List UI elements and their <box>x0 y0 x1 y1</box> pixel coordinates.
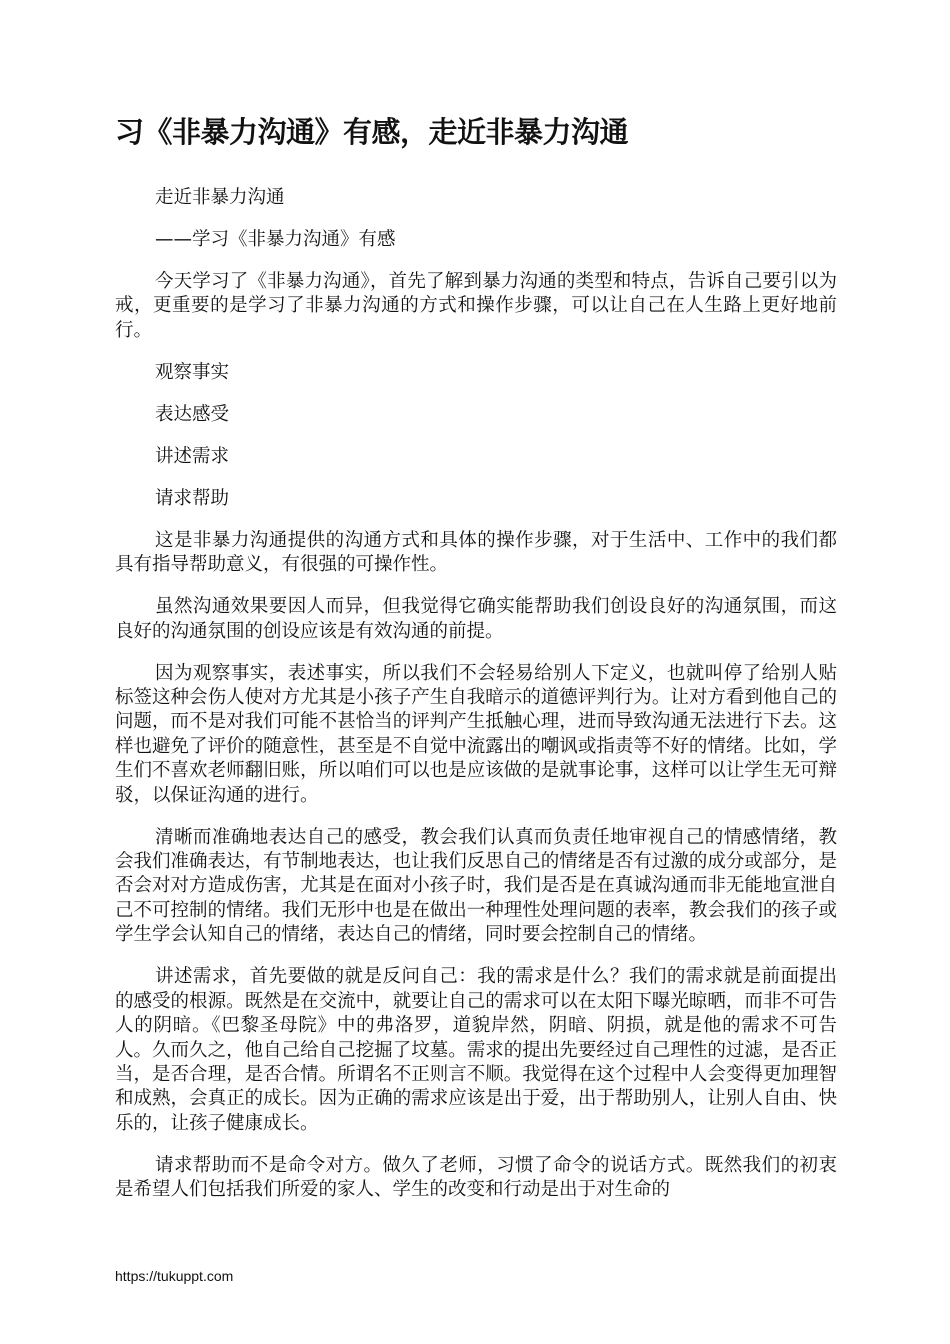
intro-paragraph: 今天学习了《非暴力沟通》，首先了解到暴力沟通的类型和特点，告诉自己要引以为戒，更重要的是学习了非暴力沟通的方式和操作步骤，可以让自己在人生路上更好地前行。 <box>115 271 837 341</box>
subtitle-line: 走近非暴力沟通 <box>155 187 285 208</box>
step-request: 请求帮助 <box>155 487 230 509</box>
body-paragraph: 这是非暴力沟通提供的沟通方式和具体的操作步骤，对于生活中、工作中的我们都具有指导帮助意义，有很强的可操作性。 <box>115 529 837 576</box>
body-paragraph: 请求帮助而不是命令对方。做久了老师，习惯了命令的说话方式。既然我们的初衷是希望人们包括我们所爱的家人、学生的改变和行动是出于对生命的 <box>115 1154 837 1201</box>
body-paragraph: 清晰而准确地表达自己的感受，教会我们认真而负责任地审视自己的情感情绪，教会我们准确表达，有节制地表达，也让我们反思自己的情绪是否有过激的成分或部分，是否会对对方造成伤害，尤其是在面对小孩子时，我们是否是在真诚沟通而非无能地宣泄自己不可控制的情绪。我们无形中也是在做出一种理性处理问题的表率，教会我们的孩子或学生学会认知自己的情绪，表达自己的情绪，同时要会控制自己的情绪。 <box>115 826 837 946</box>
document-body <box>115 186 837 1220</box>
step-observe: 观察事实 <box>155 361 230 383</box>
body-paragraph: 虽然沟通效果要因人而异，但我觉得它确实能帮助我们创设良好的沟通氛围，而这良好的沟通氛围的创设应该是有效沟通的前提。 <box>115 596 837 642</box>
body-paragraph: 因为观察事实，表述事实，所以我们不会轻易给别人下定义，也就叫停了给别人贴标签这种会伤人使对方尤其是小孩子产生自我暗示的道德评判行为。让对方看到他自己的问题，而不是对我们可能不甚恰当的评判产生抵触心理，进而导致沟通无法进行下去。这样也避免了评价的随意性，甚至是不自觉中流露出的嘲讽或指责等不好的情绪。比如，学生们不喜欢老师翻旧账，所以咱们可以也是应该做的是就事论事，这样可以让学生无可辩驳，以保证沟通的进行。 <box>115 662 837 806</box>
step-express: 表达感受 <box>155 403 230 425</box>
subheading-line: ——学习《非暴力沟通》有感 <box>155 229 396 250</box>
step-needs: 讲述需求 <box>155 445 230 467</box>
body-paragraph: 讲述需求，首先要做的就是反问自己：我的需求是什么？我们的需求就是前面提出的感受的根源。既然是在交流中，就要让自己的需求可以在太阳下曝光晾晒，而非不可告人的阴暗。《巴黎圣母院》中的弗洛罗，道貌岸然，阴暗、阴损，就是他的需求不可告人。久而久之，他自己给自己挖掘了坟墓。需求的提出先要经过自己理性的过滤，是否正当，是否合理，是否合情。所谓名不正则言不顺。我觉得在这个过程中人会变得更加理智和成熟，会真正的成长。因为正确的需求应该是出于爱，出于帮助别人，让别人自由、快乐的，让孩子健康成长。 <box>115 966 837 1134</box>
footer-url: https://tukuppt.com <box>115 1268 234 1284</box>
document-title: 习《非暴力沟通》有感，走近非暴力沟通 <box>115 115 629 149</box>
